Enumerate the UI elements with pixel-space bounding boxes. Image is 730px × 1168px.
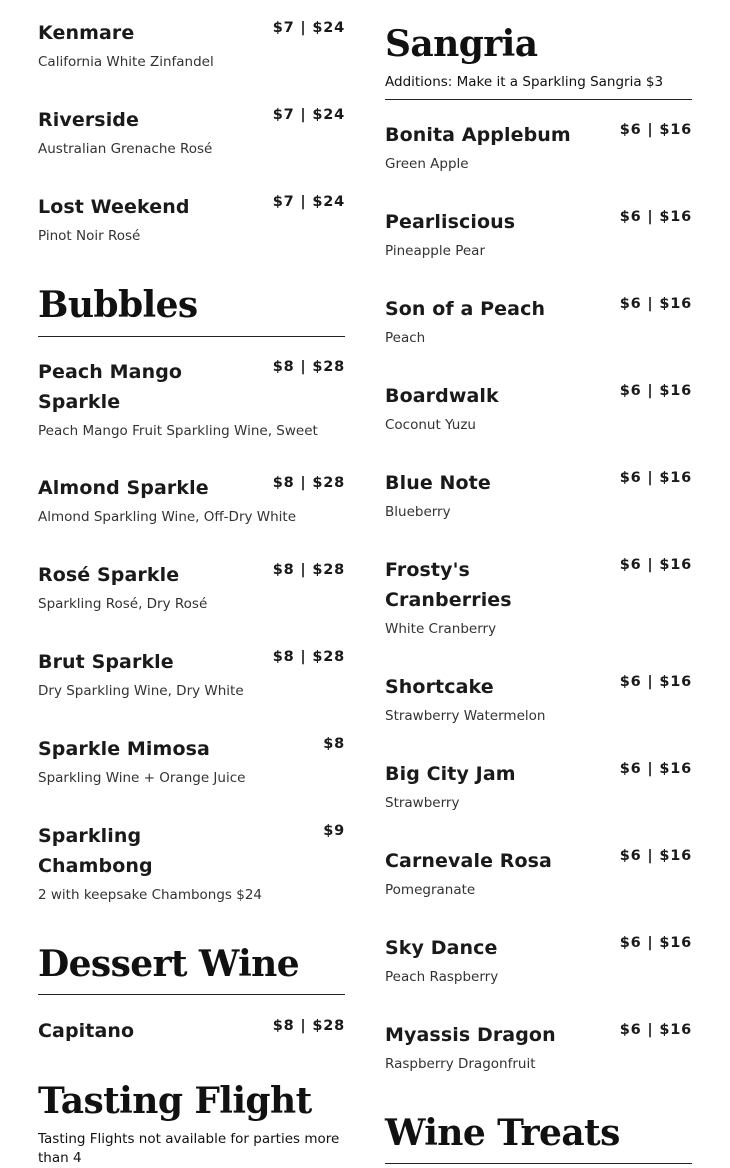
menu-item: [38, 105, 345, 159]
item-price: $6 | $16: [619, 122, 692, 138]
menu-item: [38, 560, 345, 614]
item-description: Australian Grenache Rosé: [38, 141, 213, 157]
item-description: Almond Sparkling Wine, Off-Dry White: [38, 509, 297, 525]
item-price: $6 | $16: [619, 557, 692, 573]
item-description: Pomegranate: [385, 882, 476, 898]
menu-item: [385, 672, 692, 726]
item-name: Riverside: [38, 109, 139, 131]
item-price: $8 | $28: [272, 562, 345, 578]
menu-item: [385, 468, 692, 522]
item-description: Peach Mango Fruit Sparkling Wine, Sweet: [38, 423, 318, 439]
item-name: Son of a Peach: [385, 298, 546, 320]
item-description: Pineapple Pear: [385, 243, 486, 259]
item-name: Myassis Dragon: [385, 1024, 556, 1046]
item-price: $6 | $16: [619, 935, 692, 951]
item-name: Frosty's Cranberries: [385, 559, 512, 611]
item-name: Sky Dance: [385, 937, 498, 959]
item-name: Sparkling Chambong: [38, 825, 153, 877]
item-price: $6 | $16: [619, 761, 692, 777]
menu-item: [38, 734, 345, 788]
item-description: Sparkling Wine + Orange Juice: [38, 770, 246, 786]
item-name: Carnevale Rosa: [385, 850, 552, 872]
menu-item: [385, 555, 692, 639]
item-name: Big City Jam: [385, 763, 516, 785]
menu-item: [38, 647, 345, 701]
item-name: Rosé Sparkle: [38, 564, 180, 586]
item-name: Boardwalk: [385, 385, 499, 407]
item-price: $6 | $16: [619, 470, 692, 486]
menu-item: [38, 18, 345, 72]
item-name: Sparkle Mimosa: [38, 738, 210, 760]
menu-item: [385, 120, 692, 174]
section-title-sangria: Sangria: [385, 23, 538, 65]
item-price: $8 | $28: [272, 649, 345, 665]
item-price: $7 | $24: [272, 107, 345, 123]
item-name: Shortcake: [385, 676, 494, 698]
item-description: Peach: [385, 330, 426, 346]
item-name: Bonita Applebum: [385, 124, 571, 146]
menu-item: [38, 1016, 345, 1046]
item-price: $7 | $24: [272, 194, 345, 210]
item-price: $8 | $28: [272, 1018, 345, 1034]
item-description: 2 with keepsake Chambongs $24: [38, 887, 263, 903]
menu-item: [385, 1020, 692, 1074]
item-price: $6 | $16: [619, 209, 692, 225]
section-title-dessert-wine: Dessert Wine: [38, 943, 300, 985]
menu-item: [385, 759, 692, 813]
section-note: Tasting Flights not available for parties more than 4: [38, 1131, 340, 1166]
menu-item: [385, 207, 692, 261]
section-title-wine-treats: Wine Treats: [385, 1112, 620, 1154]
item-price: $7 | $24: [272, 20, 345, 36]
menu-item: [385, 846, 692, 900]
item-price: $6 | $16: [619, 674, 692, 690]
item-name: Peach Mango Sparkle: [38, 361, 183, 413]
item-price: $6 | $16: [619, 383, 692, 399]
menu-item: [38, 192, 345, 246]
menu-item: [38, 473, 345, 527]
section-title-bubbles: Bubbles: [38, 284, 198, 326]
item-description: Pinot Noir Rosé: [38, 228, 141, 244]
menu-item: [38, 821, 345, 905]
item-name: Capitano: [38, 1020, 135, 1042]
item-price: $8 | $28: [272, 475, 345, 491]
item-name: Pearliscious: [385, 211, 516, 233]
item-description: Coconut Yuzu: [385, 417, 476, 433]
item-price: $9: [323, 823, 345, 839]
section-divider: [385, 1163, 692, 1164]
item-price: $8: [323, 736, 345, 752]
item-name: Blue Note: [385, 472, 491, 494]
section-title-tasting-flight: Tasting Flight: [38, 1080, 312, 1122]
item-name: Brut Sparkle: [38, 651, 174, 673]
item-name: Almond Sparkle: [38, 477, 209, 499]
item-description: Raspberry Dragonfruit: [385, 1056, 536, 1072]
menu-item: [385, 381, 692, 435]
section-divider: [385, 99, 692, 100]
menu-item: [385, 933, 692, 987]
menu-item: [38, 357, 345, 441]
item-description: White Cranberry: [385, 621, 497, 637]
section-divider: [38, 336, 345, 337]
item-description: Peach Raspberry: [385, 969, 499, 985]
item-description: Dry Sparkling Wine, Dry White: [38, 683, 244, 699]
item-price: $6 | $16: [619, 848, 692, 864]
item-price: $6 | $16: [619, 296, 692, 312]
item-name: Kenmare: [38, 22, 135, 44]
item-description: Green Apple: [385, 156, 469, 172]
section-note: Additions: Make it a Sparkling Sangria $3: [385, 74, 664, 90]
menu-item: [385, 294, 692, 348]
item-description: Strawberry: [385, 795, 460, 811]
item-description: Sparkling Rosé, Dry Rosé: [38, 596, 208, 612]
item-description: Strawberry Watermelon: [385, 708, 546, 724]
item-description: California White Zinfandel: [38, 54, 214, 70]
item-description: Blueberry: [385, 504, 451, 520]
item-price: $6 | $16: [619, 1022, 692, 1038]
item-price: $8 | $28: [272, 359, 345, 375]
section-divider: [38, 994, 345, 995]
item-name: Lost Weekend: [38, 196, 190, 218]
